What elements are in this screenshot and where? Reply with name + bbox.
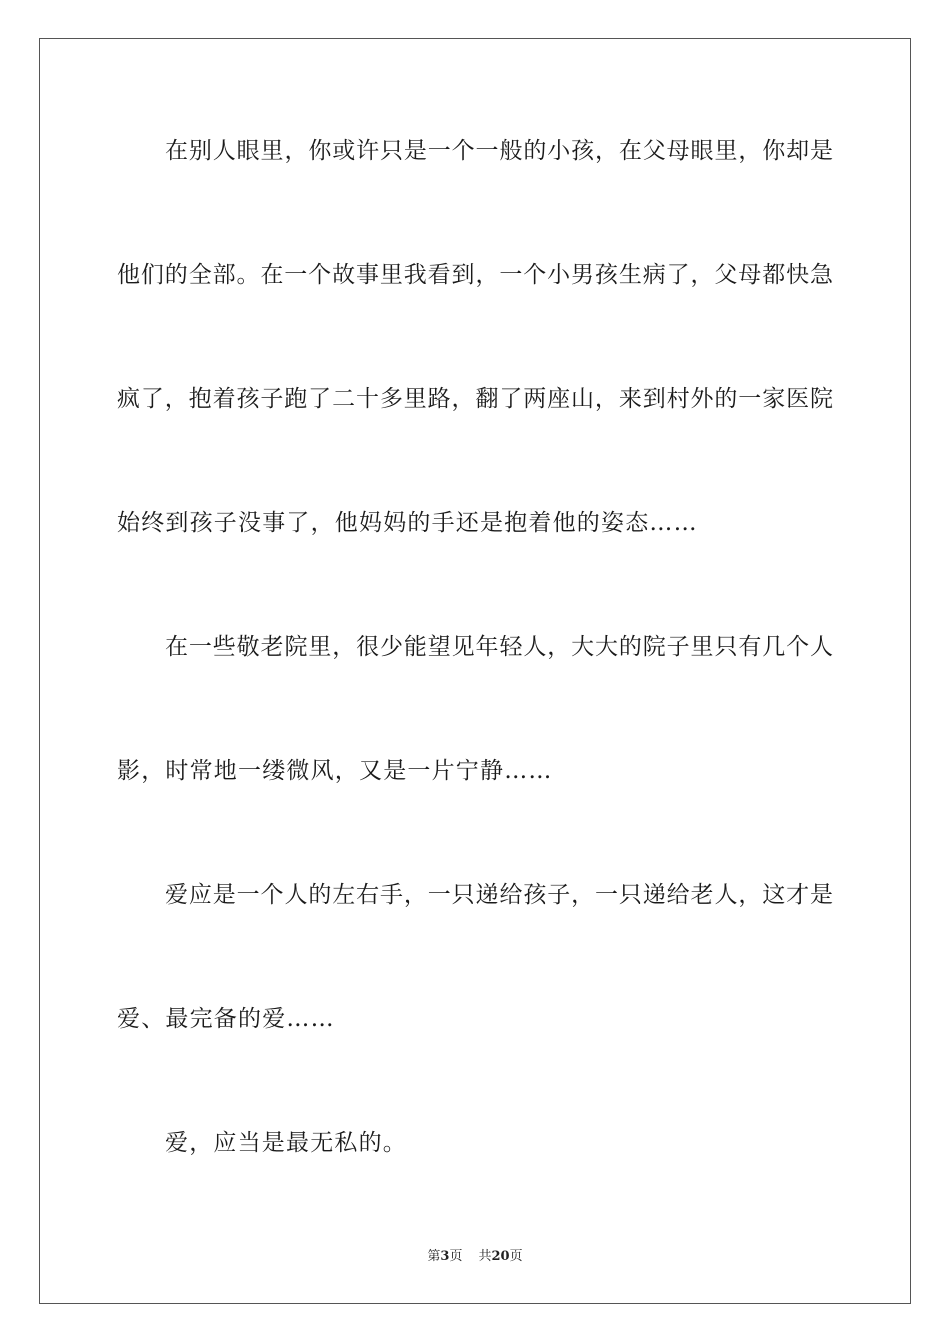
footer-page-prefix: 第: [427, 1249, 441, 1264]
page-footer: [0, 1248, 950, 1266]
page-frame: [39, 38, 911, 1304]
paragraph-3-line-1: 爱应是一个人的左右手，一只递给孩子，一只递给老人，这才是: [165, 882, 833, 908]
footer-page-suffix: 页: [449, 1249, 463, 1264]
footer-total-prefix: 共: [478, 1249, 492, 1264]
paragraph-1-line-1: 在别人眼里，你或许只是一个一般的小孩，在父母眼里，你却是: [165, 138, 833, 164]
footer-total-pages: 20: [491, 1249, 510, 1264]
paragraph-1-line-3: 疯了，抱着孩子跑了二十多里路，翻了两座山，来到村外的一家医院: [117, 386, 833, 412]
paragraph-4-line-1: 爱，应当是最无私的。: [165, 1130, 407, 1156]
paragraph-1-line-4: 始终到孩子没事了，他妈妈的手还是抱着他的姿态……: [117, 510, 698, 536]
paragraph-2-line-2: 影，时常地一缕微风，又是一片宁静……: [117, 758, 553, 784]
paragraph-1-line-2: 他们的全部。在一个故事里我看到，一个小男孩生病了，父母都快急: [117, 262, 833, 288]
footer-current-page: 3: [440, 1249, 450, 1264]
paragraph-2-line-1: 在一些敬老院里，很少能望见年轻人，大大的院子里只有几个人: [165, 634, 833, 660]
footer-total-suffix: 页: [509, 1249, 523, 1264]
paragraph-3-line-2: 爱、最完备的爱……: [117, 1006, 335, 1032]
